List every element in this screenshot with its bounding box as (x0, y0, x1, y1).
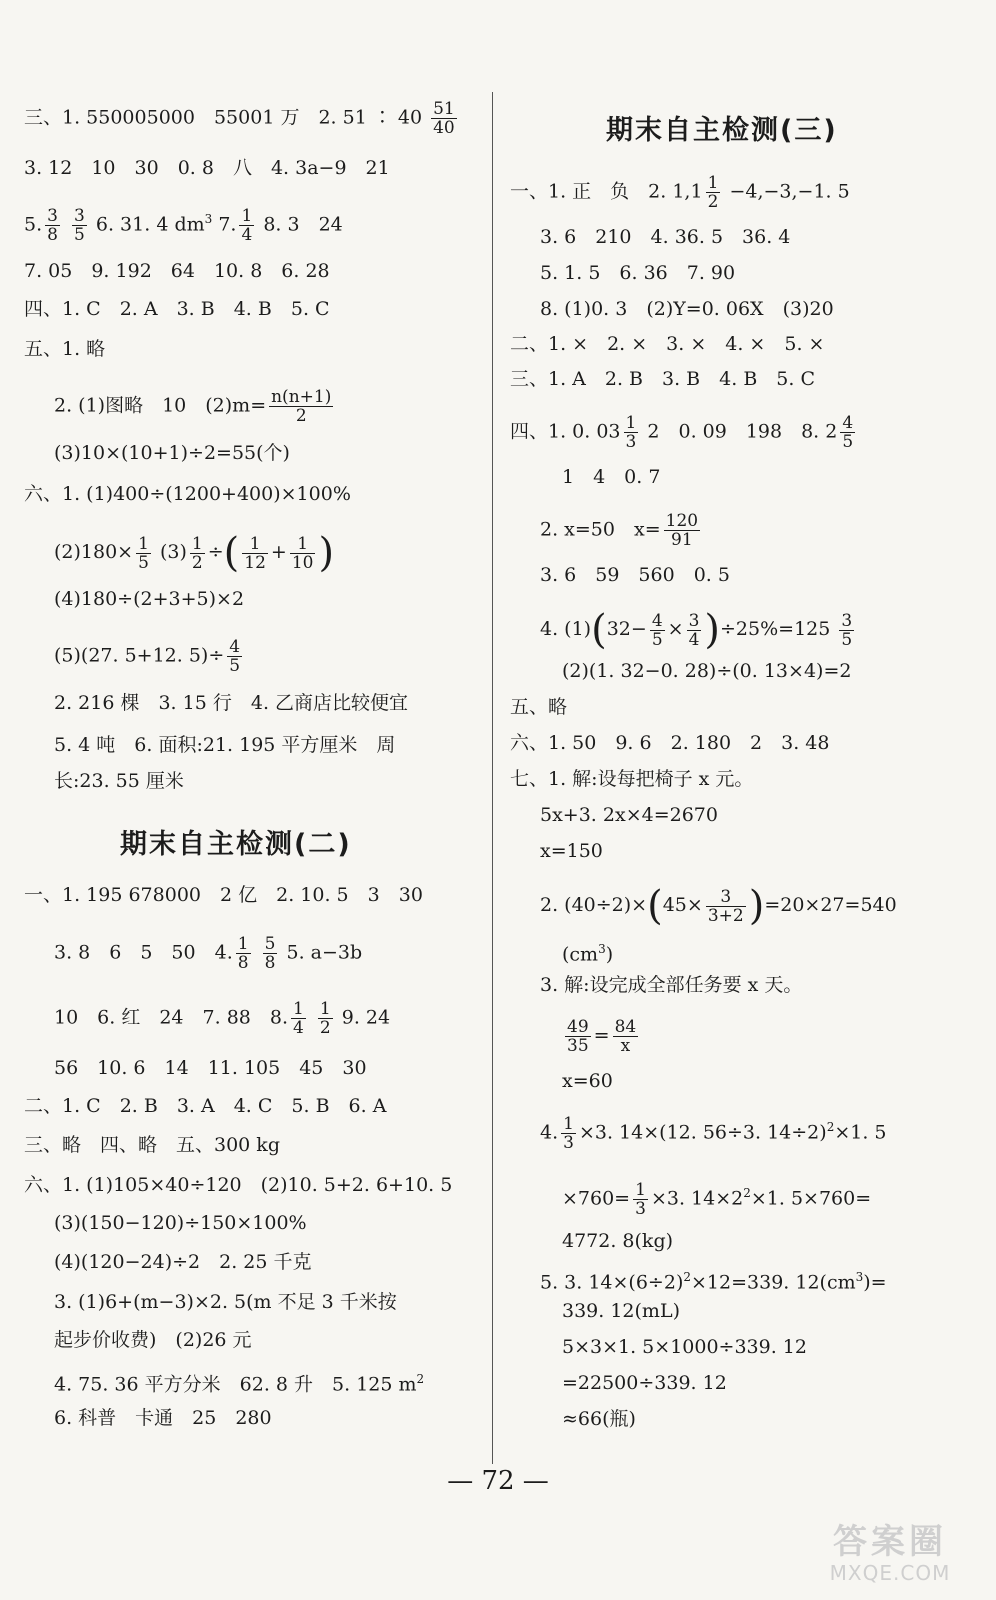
paren: ) (704, 607, 720, 653)
answer-line (540, 1114, 887, 1152)
answer-line (562, 1180, 871, 1218)
denominator: 4 (293, 1018, 304, 1038)
answer-line (510, 174, 850, 211)
numerator: 5 (264, 934, 276, 954)
text: 4. 75. 36 平方分米 62. 8 升 5. 125 m (54, 1373, 417, 1396)
text: 4. (1) (540, 618, 592, 640)
fraction (624, 414, 639, 451)
numerator: 1 (635, 1179, 646, 1200)
text: 9. 24 (341, 1006, 391, 1029)
watermark-text: 答案圈 (833, 1522, 947, 1562)
section-title: 期末自主检测(三) (606, 115, 838, 146)
text: )= (863, 1271, 887, 1294)
answer-line (540, 607, 857, 653)
answer-line: 7. 05 9. 192 64 10. 8 6. 28 (24, 260, 330, 282)
text: ÷ (207, 541, 224, 563)
text: ×760= (562, 1187, 631, 1210)
fraction (239, 207, 254, 244)
answer-line: 2. 216 棵 3. 15 行 4. 乙商店比较便宜 (54, 692, 409, 714)
answer-line: 长:23. 55 厘米 (54, 770, 184, 792)
text: 2. (1)图略 10 (2)m= (54, 394, 267, 417)
answer-line (54, 388, 336, 425)
numerator: 1 (319, 999, 331, 1019)
fraction (706, 174, 721, 211)
numerator: 1 (707, 173, 719, 193)
denominator: 8 (264, 953, 276, 973)
text: ×3. 14×(12. 56÷3. 14÷2) (578, 1121, 827, 1144)
answer-line: (4)180÷(2+3+5)×2 (54, 588, 245, 610)
superscript: 3 (204, 212, 213, 226)
answer-line: 6. 科普 卡通 25 280 (54, 1407, 272, 1429)
fraction (269, 388, 333, 425)
text: 四、1. 0. 03 (510, 420, 621, 443)
numerator: 120 (665, 511, 699, 531)
numerator: 4 (651, 610, 663, 631)
denominator: 3 (563, 1132, 574, 1153)
text: 4. (540, 1121, 559, 1144)
answer-line: 3. 12 10 30 0. 8 八 4. 3a−9 21 (24, 157, 390, 179)
numerator: 51 (433, 99, 455, 119)
text: 32− (606, 618, 647, 640)
denominator: 3+2 (707, 905, 744, 926)
denominator: 2 (707, 192, 719, 212)
answer-line (54, 638, 245, 675)
answer-line (562, 936, 613, 967)
answer-line: 5x+3. 2x×4=2670 (540, 804, 718, 826)
fraction (650, 612, 665, 649)
text: 7. (218, 213, 237, 236)
fraction (227, 638, 242, 675)
answer-line: =22500÷339. 12 (562, 1372, 727, 1394)
text: ) (605, 943, 614, 966)
text: 45× (662, 894, 703, 916)
answer-line: 六、1. (1)105×40÷120 (2)10. 5+2. 6+10. 5 (24, 1174, 453, 1196)
fraction (840, 414, 855, 451)
text: ×1. 5 (834, 1121, 887, 1144)
fraction (565, 1018, 591, 1055)
paren: ) (318, 530, 335, 576)
answer-line: 三、1. A 2. B 3. B 4. B 5. C (510, 368, 815, 390)
text: 5. 3. 14×(6÷2) (540, 1271, 684, 1294)
answer-line: 3. 6 59 560 0. 5 (540, 564, 730, 586)
fraction (236, 935, 251, 972)
numerator: 1 (563, 1113, 574, 1134)
answer-line: 五、略 (510, 696, 568, 718)
denominator: 2 (319, 1018, 331, 1038)
answer-line (562, 1018, 641, 1055)
answer-line: 5. 1. 5 6. 36 7. 90 (540, 262, 736, 284)
answer-line: 56 10. 6 14 11. 105 45 30 (54, 1057, 367, 1079)
numerator: 4 (842, 413, 854, 433)
answer-line: 四、1. C 2. A 3. B 4. B 5. C (24, 298, 330, 320)
text: 5. (24, 213, 43, 236)
superscript: 2 (743, 1186, 751, 1200)
answer-line (510, 414, 858, 451)
text: 三、1. 550005000 55001 万 2. 51 ∶ 40 (24, 106, 423, 129)
paren: ( (223, 530, 240, 576)
fraction (242, 535, 268, 572)
numerator: 3 (841, 610, 853, 631)
denominator: 4 (688, 629, 700, 650)
answer-line: 8. (1)0. 3 (2)Y=0. 06X (3)20 (540, 298, 834, 320)
superscript: 2 (826, 1120, 835, 1134)
denominator: 2 (295, 406, 307, 426)
paren: ) (748, 883, 765, 929)
denominator: 8 (237, 953, 249, 973)
answer-line: 3. 解:设完成全部任务要 x 天。 (540, 974, 803, 996)
text: −4,−3,−1. 5 (729, 180, 850, 203)
answer-line: 1 4 0. 7 (562, 466, 661, 488)
answer-line (24, 100, 460, 137)
fraction (263, 935, 278, 972)
answer-line: 二、1. × 2. × 3. × 4. × 5. × (510, 333, 825, 355)
text: (3) (159, 541, 187, 563)
numerator: 1 (138, 533, 149, 554)
answer-line: (3)(150−120)÷150×100% (54, 1212, 307, 1234)
numerator: 1 (237, 934, 249, 954)
answer-line: x=60 (562, 1070, 613, 1092)
watermark-logo (800, 1522, 980, 1594)
text: (2)180× (54, 541, 134, 563)
denominator: 2 (191, 552, 203, 573)
text: 2 0. 09 198 8. 2 (647, 420, 838, 443)
text: 2. (40÷2)× (540, 894, 648, 916)
denominator: 5 (651, 629, 663, 650)
denominator: 8 (47, 224, 58, 245)
answer-line: 五、1. 略 (24, 338, 106, 360)
denominator: 10 (291, 552, 314, 573)
text: ×1. 5×760= (750, 1187, 872, 1210)
answer-line: 三、略 四、略 五、300 kg (24, 1134, 280, 1156)
text: =20×27=540 (764, 894, 897, 916)
answer-line: 5. 4 吨 6. 面积:21. 195 平方厘米 周 (54, 734, 396, 756)
answer-line (54, 530, 335, 576)
numerator: 1 (290, 535, 316, 554)
text: (cm (562, 943, 599, 966)
numerator: 84 (614, 1017, 637, 1037)
denominator: 5 (74, 224, 85, 245)
paren: ( (591, 607, 607, 653)
fraction (291, 1000, 306, 1037)
answer-line (540, 1264, 887, 1295)
numerator: 1 (241, 205, 253, 226)
answer-line: 七、1. 解:设每把椅子 x 元。 (510, 768, 754, 790)
answer-line (540, 883, 897, 929)
numerator: 3 (74, 205, 85, 226)
denominator: 5 (229, 656, 241, 676)
numerator: 3 (688, 610, 700, 631)
numerator: 3 (706, 888, 746, 907)
column-divider (492, 92, 493, 1464)
fraction (839, 612, 854, 649)
answer-line: 起步价收费) (2)26 元 (54, 1329, 252, 1351)
denominator: 5 (138, 552, 149, 573)
text: 10 6. 红 24 7. 88 8. (54, 1006, 288, 1029)
answer-line: ≈66(瓶) (562, 1408, 636, 1430)
text: = (593, 1024, 610, 1047)
fraction (318, 1000, 333, 1037)
numerator: n(n+1) (271, 387, 332, 407)
answer-line (54, 935, 362, 972)
answer-line: 4772. 8(kg) (562, 1230, 674, 1252)
denominator: 4 (241, 224, 253, 245)
text: (5)(27. 5+12. 5)÷ (54, 644, 225, 667)
superscript: 3 (598, 942, 606, 956)
answer-line (24, 206, 343, 244)
denominator: 40 (433, 118, 455, 138)
answer-line: 二、1. C 2. B 3. A 4. C 5. B 6. A (24, 1095, 387, 1117)
denominator: 35 (567, 1036, 589, 1056)
answer-line (54, 1366, 424, 1397)
answer-line: (3)10×(10+1)÷2=55(个) (54, 442, 290, 464)
fraction (687, 612, 702, 649)
paren: ( (647, 883, 663, 929)
denominator: 91 (671, 530, 693, 550)
superscript: 2 (416, 1372, 425, 1386)
numerator: 1 (191, 533, 203, 554)
fraction (706, 888, 746, 925)
answer-line: (2)(1. 32−0. 28)÷(0. 13×4)=2 (562, 660, 852, 682)
numerator: 49 (567, 1017, 589, 1037)
denominator: 5 (842, 432, 854, 452)
text: ÷25%=125 (720, 618, 831, 640)
answer-line: 5×3×1. 5×1000÷339. 12 (562, 1336, 807, 1358)
text: 5. a−3b (286, 941, 363, 964)
text: + (270, 541, 287, 563)
fraction (290, 535, 316, 572)
denominator: 5 (841, 629, 853, 650)
fraction (136, 535, 151, 572)
answer-line (540, 512, 703, 549)
text: 3. 8 6 5 50 4. (54, 941, 233, 964)
text: 8. 3 24 (263, 213, 343, 236)
fraction (633, 1181, 648, 1218)
numerator: 3 (47, 205, 58, 226)
fraction (664, 512, 700, 549)
watermark-url: MXQE.COM (829, 1561, 951, 1585)
numerator: 1 (625, 413, 637, 433)
text: 6. 31. 4 dm (95, 213, 205, 236)
section-title: 期末自主检测(二) (120, 829, 352, 860)
answer-line: 一、1. 195 678000 2 亿 2. 10. 5 3 30 (24, 884, 423, 906)
denominator: x (620, 1036, 631, 1056)
answer-line (54, 1000, 390, 1037)
text: ×12=339. 12(cm (691, 1271, 856, 1294)
superscript: 2 (683, 1270, 691, 1284)
superscript: 3 (855, 1270, 864, 1284)
answer-line: x=150 (540, 840, 603, 862)
fraction (431, 100, 457, 137)
numerator: 1 (242, 535, 268, 554)
fraction (72, 207, 87, 244)
answer-line: 3. 6 210 4. 36. 5 36. 4 (540, 226, 791, 248)
fraction (45, 207, 60, 244)
answer-line: 六、1. (1)400÷(1200+400)×100% (24, 483, 351, 505)
fraction (190, 535, 205, 572)
fraction (613, 1018, 639, 1055)
answer-line: (4)(120−24)÷2 2. 25 千克 (54, 1251, 312, 1273)
text: × (667, 618, 684, 640)
answer-line: 六、1. 50 9. 6 2. 180 2 3. 48 (510, 732, 830, 754)
denominator: 3 (625, 432, 637, 452)
page-number: — 72 — (447, 1466, 549, 1496)
denominator: 12 (244, 552, 266, 573)
numerator: 1 (293, 999, 304, 1019)
text: 2. x=50 x= (540, 518, 661, 541)
answer-line: 3. (1)6+(m−3)×2. 5(m 不足 3 千米按 (54, 1291, 397, 1313)
text: 一、1. 正 负 2. 1,1 (510, 180, 703, 203)
numerator: 4 (229, 637, 241, 657)
answer-line: 339. 12(mL) (562, 1300, 680, 1322)
fraction (561, 1115, 576, 1152)
denominator: 3 (635, 1198, 646, 1219)
text: ×3. 14×2 (650, 1187, 744, 1210)
